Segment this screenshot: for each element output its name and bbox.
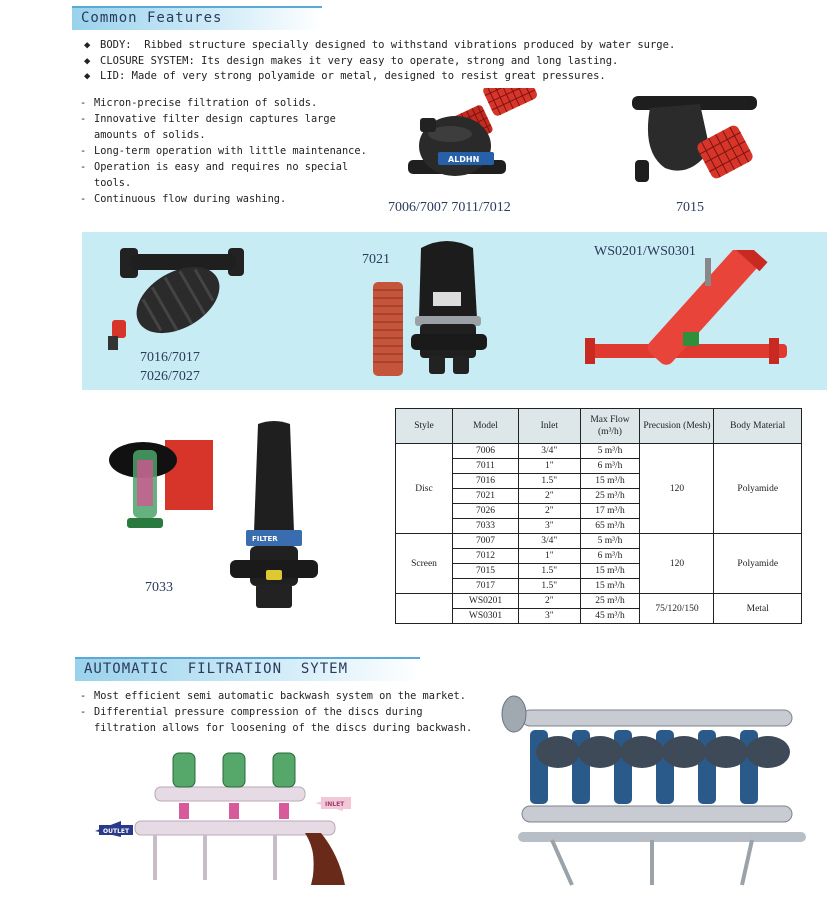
section-title: Common Features (81, 10, 223, 26)
table-row (396, 594, 802, 609)
disc-filter-7033-black-image (228, 420, 318, 615)
product-brand-label: ALDHN (448, 155, 480, 164)
flow-cell: 6 m³/h (580, 549, 640, 564)
model-cell: 7012 (453, 549, 519, 564)
table-row (396, 444, 802, 459)
header-precision: Precusion (Mesh) (640, 409, 714, 444)
automatic-filtration-system-image (492, 680, 812, 892)
screen-filter-7015-image (630, 90, 760, 195)
header-model: Model (453, 409, 519, 444)
material-cell: Polyamide (714, 534, 802, 594)
flow-cell: 5 m³/h (580, 534, 640, 549)
header-body-material: Body Material (714, 409, 802, 444)
auto-point-item: - Most efficient semi automatic backwash system on the market. (80, 690, 466, 702)
style-cell: Disc (396, 444, 453, 534)
caption-7033: 7033 (145, 580, 173, 595)
disc-filter-7021-image (365, 238, 495, 383)
benefit-item: - Innovative filter design captures large amounts of solids. (80, 113, 336, 141)
precision-cell: 120 (640, 534, 714, 594)
section-title: AUTOMATIC FILTRATION SYTEM (84, 661, 349, 677)
auto-point-item: - Differential pressure compression of the discs during filtration allows for loosening of the discs during backwash. (80, 706, 473, 734)
inlet-cell: 1.5" (518, 474, 580, 489)
model-cell: 7033 (453, 519, 519, 534)
disc-filter-7006-image (400, 88, 570, 198)
automatic-filtration-header (75, 657, 420, 681)
flow-cell: 17 m³/h (580, 504, 640, 519)
benefit-item: - Long-term operation with little maintenance. (80, 145, 367, 157)
backwash-diagram (95, 745, 365, 895)
feature-item: ◆ LID: Made of very strong polyamide or metal, designed to resist great pressures. (84, 70, 606, 82)
inlet-cell: 1.5" (518, 564, 580, 579)
header-max-flow: Max Flow (m³/h) (580, 409, 640, 444)
benefit-item: - Continuous flow during washing. (80, 193, 287, 205)
model-cell: 7017 (453, 579, 519, 594)
flow-cell: 5 m³/h (580, 444, 640, 459)
common-features-header (72, 6, 322, 30)
disc-filter-7033-image (105, 420, 215, 540)
precision-cell: 75/120/150 (640, 594, 714, 624)
style-cell (396, 594, 453, 624)
model-cell: 7007 (453, 534, 519, 549)
feature-item: ◆ BODY: Ribbed structure specially designed to withstand vibrations produced by water surge. (84, 39, 676, 51)
inlet-cell: 2" (518, 504, 580, 519)
model-cell: 7011 (453, 459, 519, 474)
spec-table (395, 408, 802, 624)
model-cell: 7016 (453, 474, 519, 489)
inlet-label: INLET (325, 801, 345, 808)
model-cell: 7026 (453, 504, 519, 519)
flow-cell: 15 m³/h (580, 579, 640, 594)
material-cell: Metal (714, 594, 802, 624)
caption-7026-7027: 7026/7027 (140, 369, 200, 384)
inlet-cell: 3/4" (518, 534, 580, 549)
flow-cell: 45 m³/h (580, 609, 640, 624)
model-cell: 7015 (453, 564, 519, 579)
filter-label: FILTER (252, 535, 278, 543)
feature-list (84, 38, 824, 85)
inlet-cell: 3" (518, 519, 580, 534)
outlet-label: OUTLET (103, 828, 130, 835)
flow-cell: 25 m³/h (580, 489, 640, 504)
model-cell: 7021 (453, 489, 519, 504)
flow-cell: 65 m³/h (580, 519, 640, 534)
caption-7016-7017: 7016/7017 (140, 350, 200, 365)
model-cell: WS0301 (453, 609, 519, 624)
model-cell: 7006 (453, 444, 519, 459)
caption-7015: 7015 (676, 200, 704, 215)
spec-table-header (396, 409, 802, 444)
caption-ws0201-ws0301: WS0201/WS0301 (594, 244, 696, 259)
precision-cell: 120 (640, 444, 714, 534)
inlet-cell: 1" (518, 459, 580, 474)
auto-point-list (80, 688, 490, 736)
material-cell: Polyamide (714, 444, 802, 534)
table-row (396, 534, 802, 549)
benefit-list (80, 95, 370, 207)
inlet-cell: 3" (518, 609, 580, 624)
benefit-item: - Micron-precise filtration of solids. (80, 97, 318, 109)
feature-item: ◆ CLOSURE SYSTEM: Its design makes it very easy to operate, strong and long lasting. (84, 54, 619, 67)
caption-7021: 7021 (362, 252, 390, 267)
inlet-cell: 3/4" (518, 444, 580, 459)
flow-cell: 25 m³/h (580, 594, 640, 609)
header-style: Style (396, 409, 453, 444)
header-inlet: Inlet (518, 409, 580, 444)
flow-cell: 6 m³/h (580, 459, 640, 474)
metal-filter-ws0201-image (585, 250, 790, 380)
inlet-cell: 1" (518, 549, 580, 564)
flow-cell: 15 m³/h (580, 474, 640, 489)
inlet-cell: 2" (518, 489, 580, 504)
inlet-cell: 1.5" (518, 579, 580, 594)
y-filter-7016-image (100, 240, 250, 360)
inlet-cell: 2" (518, 594, 580, 609)
style-cell: Screen (396, 534, 453, 594)
model-cell: WS0201 (453, 594, 519, 609)
benefit-item: - Operation is easy and requires no special tools. (80, 161, 349, 189)
flow-cell: 15 m³/h (580, 564, 640, 579)
caption-7006-7012: 7006/7007 7011/7012 (388, 200, 511, 215)
